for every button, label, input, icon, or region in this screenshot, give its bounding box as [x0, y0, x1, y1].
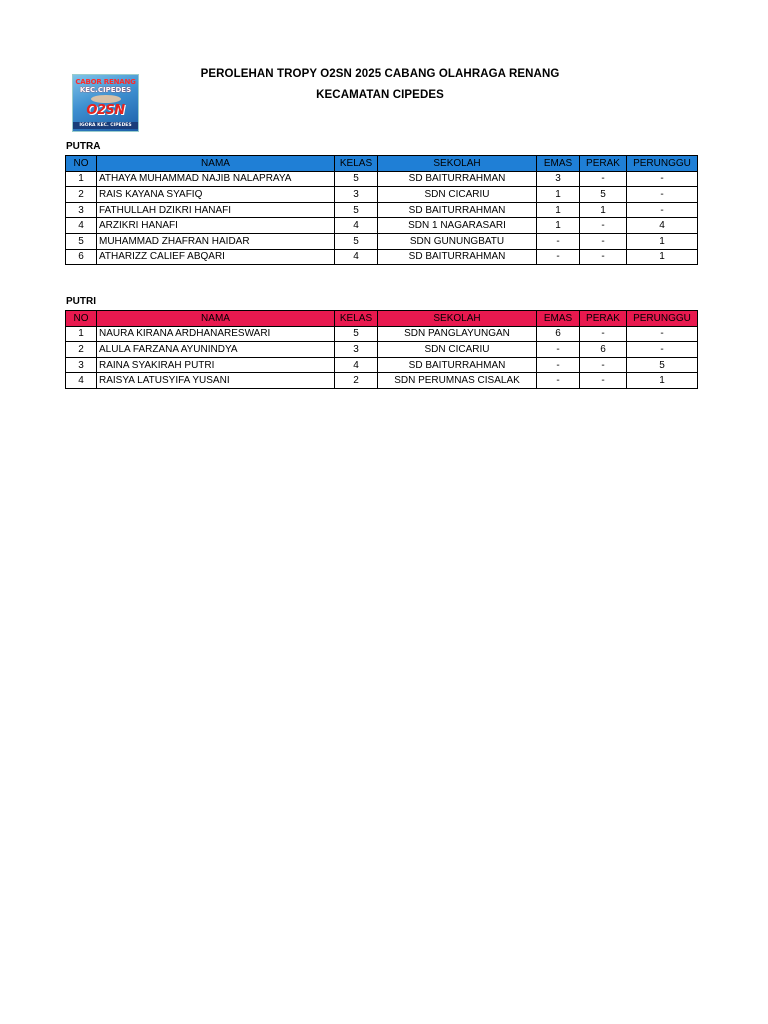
- cell-perak: -: [580, 218, 627, 234]
- o2sn-logo: [72, 74, 139, 132]
- table-putra-header: [66, 156, 698, 172]
- table-row: [66, 326, 698, 342]
- cell-perunggu: -: [627, 171, 698, 187]
- cell-nama: MUHAMMAD ZHAFRAN HAIDAR: [97, 233, 335, 249]
- table-row: [66, 187, 698, 203]
- table-row: [66, 357, 698, 373]
- cell-sekolah: SDN PANGLAYUNGAN: [378, 326, 537, 342]
- cell-kelas: 3: [335, 342, 378, 358]
- logo-text-cabor: CABOR RENANG: [75, 78, 136, 86]
- table-header-row: [66, 156, 698, 172]
- cell-no: 4: [66, 373, 97, 389]
- section-label-putra: PUTRA: [66, 141, 101, 152]
- cell-sekolah: SDN PERUMNAS CISALAK: [378, 373, 537, 389]
- cell-kelas: 4: [335, 357, 378, 373]
- table-row: [66, 249, 698, 265]
- cell-sekolah: SD BAITURRAHMAN: [378, 171, 537, 187]
- cell-emas: 1: [537, 187, 580, 203]
- cell-perunggu: -: [627, 187, 698, 203]
- cell-emas: -: [537, 249, 580, 265]
- cell-emas: -: [537, 357, 580, 373]
- cell-kelas: 2: [335, 373, 378, 389]
- table-putra: [65, 155, 698, 265]
- cell-emas: 1: [537, 218, 580, 234]
- cell-kelas: 5: [335, 326, 378, 342]
- page-subtitle: KECAMATAN CIPEDES: [316, 89, 444, 101]
- cell-nama: RAINA SYAKIRAH PUTRI: [97, 357, 335, 373]
- table-putra-body: [66, 171, 698, 265]
- cell-no: 6: [66, 249, 97, 265]
- cell-no: 3: [66, 357, 97, 373]
- column-header-nama: NAMA: [97, 311, 335, 327]
- cell-no: 5: [66, 233, 97, 249]
- cell-sekolah: SD BAITURRAHMAN: [378, 249, 537, 265]
- cell-nama: NAURA KIRANA ARDHANARESWARI: [97, 326, 335, 342]
- cell-nama: ATHAYA MUHAMMAD NAJIB NALAPRAYA: [97, 171, 335, 187]
- cell-kelas: 5: [335, 202, 378, 218]
- table-row: [66, 218, 698, 234]
- cell-kelas: 5: [335, 233, 378, 249]
- cell-perak: -: [580, 357, 627, 373]
- cell-nama: ARZIKRI HANAFI: [97, 218, 335, 234]
- cell-emas: -: [537, 373, 580, 389]
- column-header-sekolah: SEKOLAH: [378, 311, 537, 327]
- column-header-emas: EMAS: [537, 311, 580, 327]
- column-header-no: NO: [66, 311, 97, 327]
- cell-perunggu: 4: [627, 218, 698, 234]
- cell-kelas: 5: [335, 171, 378, 187]
- cell-no: 2: [66, 187, 97, 203]
- cell-perunggu: 5: [627, 357, 698, 373]
- cell-sekolah: SD BAITURRAHMAN: [378, 202, 537, 218]
- cell-kelas: 3: [335, 187, 378, 203]
- cell-perak: -: [580, 171, 627, 187]
- cell-no: 2: [66, 342, 97, 358]
- table-row: [66, 342, 698, 358]
- cell-nama: FATHULLAH DZIKRI HANAFI: [97, 202, 335, 218]
- cell-sekolah: SDN 1 NAGARASARI: [378, 218, 537, 234]
- column-header-kelas: KELAS: [335, 311, 378, 327]
- swimmer-icon: [91, 95, 121, 103]
- column-header-perunggu: PERUNGGU: [627, 311, 698, 327]
- cell-sekolah: SDN CICARIU: [378, 342, 537, 358]
- section-label-putri: PUTRI: [66, 296, 96, 307]
- cell-perunggu: 1: [627, 249, 698, 265]
- cell-perunggu: 1: [627, 233, 698, 249]
- cell-perunggu: 1: [627, 373, 698, 389]
- cell-nama: ATHARIZZ CALIEF ABQARI: [97, 249, 335, 265]
- column-header-nama: NAMA: [97, 156, 335, 172]
- cell-perak: -: [580, 233, 627, 249]
- cell-no: 1: [66, 326, 97, 342]
- cell-sekolah: SDN GUNUNGBATU: [378, 233, 537, 249]
- table-row: [66, 373, 698, 389]
- cell-nama: ALULA FARZANA AYUNINDYA: [97, 342, 335, 358]
- cell-perunggu: -: [627, 326, 698, 342]
- cell-perak: 5: [580, 187, 627, 203]
- cell-kelas: 4: [335, 218, 378, 234]
- table-row: [66, 233, 698, 249]
- cell-emas: 6: [537, 326, 580, 342]
- logo-text-kecamatan: KEC.CIPEDES: [79, 86, 132, 94]
- cell-nama: RAIS KAYANA SYAFIQ: [97, 187, 335, 203]
- column-header-sekolah: SEKOLAH: [378, 156, 537, 172]
- cell-perak: 6: [580, 342, 627, 358]
- cell-kelas: 4: [335, 249, 378, 265]
- cell-perak: -: [580, 326, 627, 342]
- table-header-row: [66, 311, 698, 327]
- cell-no: 4: [66, 218, 97, 234]
- cell-no: 1: [66, 171, 97, 187]
- cell-nama: RAISYA LATUSYIFA YUSANI: [97, 373, 335, 389]
- table-putri-body: [66, 326, 698, 388]
- table-row: [66, 171, 698, 187]
- cell-perunggu: -: [627, 342, 698, 358]
- column-header-no: NO: [66, 156, 97, 172]
- logo-text-igora: IGORA KEC. CIPEDES: [73, 122, 138, 129]
- page-title: PEROLEHAN TROPY O2SN 2025 CABANG OLAHRAGA RENANG: [200, 68, 560, 80]
- cell-emas: -: [537, 342, 580, 358]
- column-header-perak: PERAK: [580, 311, 627, 327]
- column-header-perunggu: PERUNGGU: [627, 156, 698, 172]
- cell-perunggu: -: [627, 202, 698, 218]
- cell-perak: 1: [580, 202, 627, 218]
- column-header-kelas: KELAS: [335, 156, 378, 172]
- cell-sekolah: SDN CICARIU: [378, 187, 537, 203]
- column-header-emas: EMAS: [537, 156, 580, 172]
- cell-emas: 1: [537, 202, 580, 218]
- table-putri-header: [66, 311, 698, 327]
- cell-emas: -: [537, 233, 580, 249]
- cell-sekolah: SD BAITURRAHMAN: [378, 357, 537, 373]
- table-row: [66, 202, 698, 218]
- cell-emas: 3: [537, 171, 580, 187]
- cell-no: 3: [66, 202, 97, 218]
- table-putri: [65, 310, 698, 389]
- logo-text-o2sn: O2SN: [86, 103, 125, 118]
- column-header-perak: PERAK: [580, 156, 627, 172]
- cell-perak: -: [580, 373, 627, 389]
- cell-perak: -: [580, 249, 627, 265]
